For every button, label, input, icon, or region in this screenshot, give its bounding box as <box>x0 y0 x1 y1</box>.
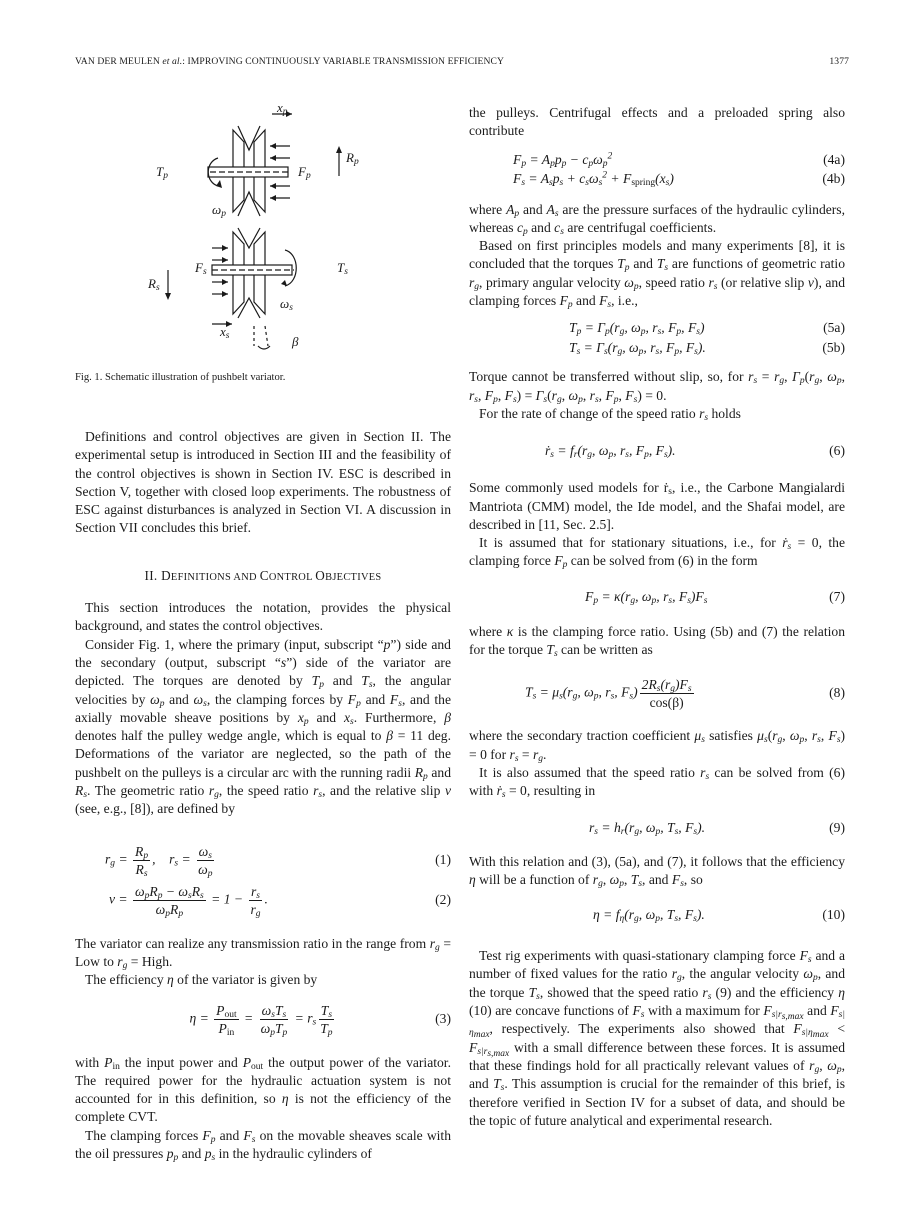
left-column <box>75 428 451 1163</box>
label-xs: $x_s$ <box>220 324 230 341</box>
equation-7: $F_p = \kappa(r_g$, $\omega_p$, $r_s$, $F_s)F_s$ (7) <box>585 588 845 606</box>
centrifugal-paragraph: the pulleys. Centrifugal effects and a preloaded spring also contribute <box>469 105 845 139</box>
stationary-paragraph: It is assumed that for stationary situations, i.e., for ṙ$_s$ = 0, the clamping force $F_p$ can be solved from (6) in the form <box>469 535 846 571</box>
label-Fs: $F_s$ <box>195 260 207 277</box>
equation-5a: $T_p = \Gamma_p(r_g$, $\omega_p$, $r_s$, $F_p$, $F_s$) (5a) <box>569 320 845 338</box>
label-Tp: $T_p$ <box>156 164 168 181</box>
label-ws: $\omega_s$ <box>280 296 293 313</box>
equation-1: $r_g$ = $\frac{R_p}{R_s}$ , $r_s$ = $\frac{\omega_s}{\omega_p}$ (1) <box>105 844 451 880</box>
equation-9: $r_s = h_r(r_g$, $\omega_p$, $T_s$, $F_s$). (9) <box>589 820 845 838</box>
slip-paragraph: Torque cannot be transferred without slip, so, for $r_s = r_g$, $\Gamma_p(r_g$, $\omega_p$, $r_s$, $F_p$, $F_s) = \Gamma_s(r_g$, $\omega_p$, $r_s$, $F_p$, $F_s) = 0$. <box>469 369 846 405</box>
variator-schematic <box>140 100 370 360</box>
label-wp: $\omega_p$ <box>212 202 226 219</box>
intro-paragraph: Definitions and control objectives are given in Section II. The experimental setup is introduced in Section III and the feasibility of the control objectives is shown in Section IV. ESC is described in Section V, together with closed loop experiments. The robustness of ESC against disturbances is analyzed in Section VI. A discussion in Section VII concludes this brief. <box>75 429 451 536</box>
experiments-paragraph: Test rig experiments with quasi-stationary clamping force $F_s$ and a number of fixed values for the ratio $r_g$, the angular velocity $\omega_p$, and the torque $T_s$, showed that the speed ratio $r_s$ (9) and the efficiency η (10) are concave functions of $F_s$ with a maximum for $F_{s|r_{s,max}}$ and $F_{s|\eta_{max}}$, respectively. The experiments also showed that $F_{s|\eta_{max}} < F_{s|r_{s,max}}$ with a small difference between these forces. It is assumed that these findings hold for all practically relevant values of $r_g$, $\omega_p$, and $T_s$. This assumption is crucial for the remainder of this brief, is therefore verified in Section IV for a subset of data, and should be the topic of future analytical and experimental research. <box>469 948 845 1128</box>
equation-8: $T_s = \mu_s(r_g$, $\omega_p$, $r_s$, $F_s$) $\frac{2R_s(r_g)F_s}{\cos(\beta)}$ (8) <box>525 676 845 710</box>
figure-pushbelt-variator <box>140 100 370 360</box>
models-paragraph: Some commonly used models for ṙ$_s$, i.e., the Carbone Mangialardi Mantriota (CMM) model, the Ide model, and the Shafai model, are described in [11, Sec. 2.5]. <box>469 480 845 532</box>
torque-functions-paragraph: Based on first principles models and many experiments [8], it is concluded that the torques $T_p$ and $T_s$ are functions of geometric ratio $r_g$, primary angular velocity $\omega_p$, speed ratio $r_s$ (or relative slip ν), and clamping forces $F_p$ and $F_s$, i.e., <box>469 238 846 311</box>
page-number: 1377 <box>829 56 849 67</box>
label-Rp: $R_p$ <box>346 150 359 167</box>
equation-3: η = $\frac{P_{out}}{P_{in}}$ = $\frac{\omega_sT_s}{\omega_pT_p}$ = $r_s$ $\frac{T_s}{T_p}$ (3) <box>189 1003 451 1039</box>
definitions-paragraph: Consider Fig. 1, where the primary (input, subscript “p”) side and the secondary (output, subscript “s”) side of the variator are depicted. The torques are denoted by $T_p$ and $T_s$, the angular velocities by $\omega_p$ and $\omega_s$, the clamping forces by $F_p$ and $F_s$, and the axially movable sheave positions by $x_p$ and $x_s$. Furthermore, β denotes half the pulley wedge angle, which is equal to β = 11 deg. Deformations of the variator are neglected, so the path of the pushbelt on the pulleys is a circular arc with the running radii $R_p$ and $R_s$. The geometric ratio $r_g$, the speed ratio $r_s$, and the relative slip ν (see, e.g., [8]), are defined by <box>75 636 451 817</box>
equation-10: $\eta = f_\eta(r_g$, $\omega_p$, $T_s$, $F_s$). (10) <box>593 906 845 924</box>
transmission-range-paragraph: The variator can realize any transmission ratio in the range from $r_g$ = Low to $r_g$ = High. <box>75 935 451 971</box>
equation-4a: $F_p = A_pp_p - c_p\omega_p^2$ (4a) <box>513 151 845 169</box>
clamping-ratio-paragraph: where κ is the clamping force ratio. Using (5b) and (7) the relation for the torque $T_s$ can be written as <box>469 623 845 660</box>
power-paragraph: with $P_{in}$ the input power and $P_{out}$ the output power of the variator. The required power for the hydraulic actuation system is not accounted for in this definition, so η is not the efficiency of the complete CVT. <box>75 1054 451 1125</box>
clamping-paragraph: The clamping forces $F_p$ and $F_s$ on the movable sheaves scale with the oil pressures $p_p$ and $p_s$ in the hydraulic cylinders of <box>75 1127 451 1164</box>
label-Fp: $F_p$ <box>298 164 311 181</box>
speed-ratio-paragraph: It is also assumed that the speed ratio $r_s$ can be solved from (6) with ṙ$_s$ = 0, resulting in <box>469 764 846 801</box>
efficiency-intro: The efficiency η of the variator is given by <box>85 972 318 988</box>
equation-2: ν = $\frac{\omega_pR_p - \omega_sR_s}{\omega_pR_p}$ = 1 − $\frac{r_s}{r_g}$ . (2) <box>109 884 451 920</box>
section-intro-paragraph: This section introduces the notation, provides the physical background, and states the control objectives. <box>75 600 451 634</box>
label-Rs: $R_s$ <box>148 276 160 293</box>
equation-6: ṙ$_s$ = $f_r(r_g$, $\omega_p$, $r_s$, $F_p$, $F_s$). (6) <box>545 443 845 461</box>
efficiency-function-paragraph: With this relation and (3), (5a), and (7), it follows that the efficiency η will be a function of $r_g$, $\omega_p$, $T_s$, and $F_s$, so <box>469 853 845 889</box>
equation-4b: $F_s = A_sp_s + c_s\omega_s^2 + F_{spring}(x_s)$ (4b) <box>513 170 845 188</box>
running-header: VAN DER MEULEN et al.: IMPROVING CONTINUOUSLY VARIABLE TRANSMISSION EFFICIENCY <box>75 56 505 67</box>
label-beta: β <box>292 334 299 349</box>
traction-paragraph: where the secondary traction coefficient $\mu_s$ satisfies $\mu_s(r_g$, $\omega_p$, $r_s$, $F_s) = 0$ for $r_s = r_g$. <box>469 728 846 764</box>
equation-5b: $T_s = \Gamma_s(r_g$, $\omega_p$, $r_s$, $F_p$, $F_s$). (5b) <box>569 340 845 358</box>
rate-of-change-paragraph: For the rate of change of the speed ratio $r_s$ holds <box>479 405 741 423</box>
right-column <box>469 104 845 1130</box>
section-heading: II. DEFINITIONS AND CONTROL OBJECTIVES <box>144 567 382 583</box>
pressure-surfaces-paragraph: where $A_p$ and $A_s$ are the pressure surfaces of the hydraulic cylinders, whereas $c_p$ and $c_s$ are centrifugal coefficients. <box>469 201 845 237</box>
label-Ts: $T_s$ <box>337 260 348 277</box>
label-xp: $x_p$ <box>277 100 288 117</box>
figure-caption: Fig. 1. Schematic illustration of pushbelt variator. <box>75 372 286 383</box>
